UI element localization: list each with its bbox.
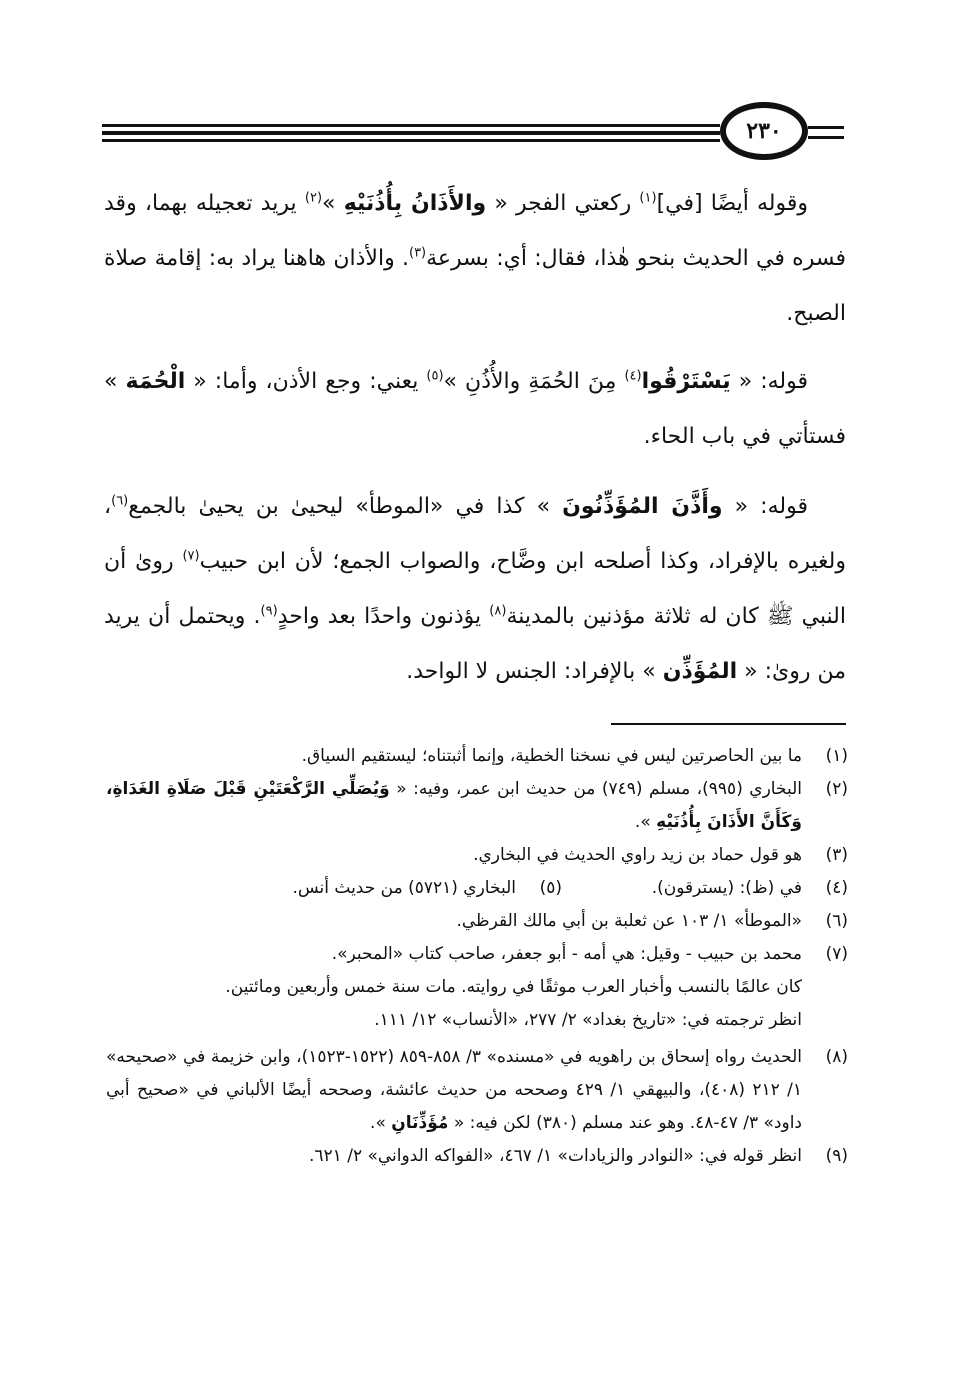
header-rule <box>102 131 720 135</box>
footnote <box>106 1041 848 1140</box>
footnote-text <box>106 773 802 839</box>
footnote-number: (٧) <box>825 944 848 964</box>
paragraph <box>104 479 846 699</box>
footnote-number: (١) <box>825 746 848 766</box>
footnote <box>106 740 848 773</box>
footnote-ref: (١) <box>639 190 657 206</box>
paragraph <box>104 176 846 341</box>
page-number <box>720 102 808 160</box>
footnote <box>106 1140 848 1173</box>
text: ». <box>370 1113 392 1133</box>
footnote-ref: (٦) <box>111 493 129 509</box>
quoted-term: والأَذَانُ بِأُذُنَيْهِ <box>343 191 487 216</box>
text: ، ولغيره بالإفراد، وكذا أصلحه ابن وضَّاح، والصواب الجمع؛ لأن ابن حبيب <box>104 494 846 574</box>
text: » فستأتي في باب الحاء. <box>104 369 846 449</box>
text: » <box>322 191 344 216</box>
text: ركعتي الفجر « <box>486 191 640 216</box>
footnote <box>106 905 848 938</box>
text: قوله: « <box>722 494 808 519</box>
quoted-term: وأَذَّنَ المُؤَذِّنُونَ <box>562 494 723 519</box>
text: وقوله أيضًا [في] <box>656 191 809 216</box>
footnote-text: ما بين الحاصرتين ليس في نسخنا الخطية، وإنما أثبتناه؛ ليستقيم السياق. <box>301 746 802 766</box>
text: الحديث رواه إسحاق بن راهويه في «مسنده» ٣/ ٨٥٨-٨٥٩ (١٥٢٢-١٥٢٣)، وابن خزيمة في «صحيحه» ١/ ٢١٢ (٤٠٨)، والبيهقي ١/ ٤٢٩ وصححه من حديث عائشة، وصححه أيضًا الألباني في «صحيح أبي داود» ٣/ ٤٧-٤٨. وهو عند مسلم (٣٨٠) لكن فيه: « <box>106 1047 802 1133</box>
footnote-ref: (٣) <box>408 245 427 261</box>
footnote-separator <box>611 723 846 725</box>
footnote-text: البخاري (٥٧٢١) من حديث أنس. <box>292 878 516 898</box>
text: البخاري (٩٩٥)، مسلم (٧٤٩) من حديث ابن عمر، وفيه: « <box>389 779 802 799</box>
footnotes <box>106 740 848 1173</box>
footnote-ref: (٩) <box>260 603 278 619</box>
quoted-hadith: وَيُصَلِّي الرَّكْعَتَيْنِ قَبْلَ صَلَاةِ الغَدَاةِ، وَكَأَنَّ الأَذَانَ بِأُذُنَيْهِ <box>106 779 802 832</box>
header-rule <box>102 124 720 127</box>
quoted-term: الْحُمَة <box>125 369 186 394</box>
footnote-text: «الموطأ» ١/ ١٠٣ عن ثعلبة بن أبي مالك القرظي. <box>456 911 802 931</box>
footnote-ref: (٧) <box>182 548 200 564</box>
text: قوله: « <box>730 369 809 394</box>
footnote <box>106 839 848 872</box>
footnote-text: كان عالمًا بالنسب وأخبار العرب موثقًا في روايته. مات سنة خمس وأربعين ومائتين. <box>225 977 802 997</box>
footnote <box>106 773 848 839</box>
text: مِنَ الحُمَةِ والأُذُنِ » <box>443 369 625 394</box>
footnote-pair <box>106 872 848 905</box>
footnote-ref: (٨) <box>489 603 507 619</box>
footnote-number: (٢) <box>825 779 848 799</box>
footnote-text: انظر ترجمته في: «تاريخ بغداد» ٢/ ٢٧٧، «الأنساب» ١٢/ ١١١. <box>374 1010 802 1030</box>
footnote-ref: (٢) <box>304 190 323 206</box>
footnote-number: (٥) <box>539 878 562 898</box>
footnote-ref: (٤) <box>624 368 642 384</box>
text: » كذا في «الموطأ» ليحيىٰ بن يحيىٰ بالجمع <box>128 494 563 519</box>
text: . والأذان هاهنا يراد به: إقامة صلاة الصبح. <box>104 246 846 326</box>
text: ». <box>634 812 657 832</box>
header-rule <box>102 139 720 142</box>
header-rule-stub <box>808 136 844 139</box>
footnote-number: (٦) <box>825 911 848 931</box>
footnote <box>106 938 848 971</box>
text: يريد تعجيله بهما، وقد فسره في الحديث بنحو هٰذا، فقال: أي: بسرعة <box>104 191 846 271</box>
footnote-number: (٤) <box>825 878 848 898</box>
footnote-text: هو قول حماد بن زيد راوي الحديث في البخاري. <box>473 845 802 865</box>
paragraph <box>104 354 846 464</box>
footnote-number: (٣) <box>825 845 848 865</box>
header-rule-stub <box>808 126 844 129</box>
page-number-text: ٢٣٠ <box>746 118 782 144</box>
footnote-number: (٩) <box>825 1146 848 1166</box>
quoted-term: المُؤَذِّن <box>662 659 738 684</box>
quoted-term: يَسْتَرْقُوا <box>641 369 731 394</box>
footnote-text: محمد بن حبيب - وقيل: هي أمه - أبو جعفر، صاحب كتاب «المحبر». <box>331 944 802 964</box>
footnote-text <box>106 1041 802 1140</box>
quoted-term: مُؤَذِّنَانِ <box>391 1113 449 1133</box>
footnote-text: في (ظ): (يسترقون). <box>651 878 802 898</box>
text: يعني: وجع الأذن، وأما: « <box>185 369 427 394</box>
footnote-text: انظر قوله في: «النوادر والزيادات» ١/ ٤٦٧، «الفواكه الدواني» ٢/ ٦٢١. <box>308 1146 802 1166</box>
footnote-ref: (٥) <box>426 368 444 384</box>
footnote-number: (٨) <box>825 1047 848 1067</box>
text: يؤذنون واحدًا بعد واحدٍ <box>277 604 490 629</box>
text: روىٰ أن النبي ﷺ كان له ثلاثة مؤذنين بالمدينة <box>104 549 847 629</box>
main-text <box>104 176 846 714</box>
text: . ويحتمل أن يريد من روىٰ: « <box>104 604 846 684</box>
text: » بالإفراد: الجنس لا الواحد. <box>406 659 663 684</box>
